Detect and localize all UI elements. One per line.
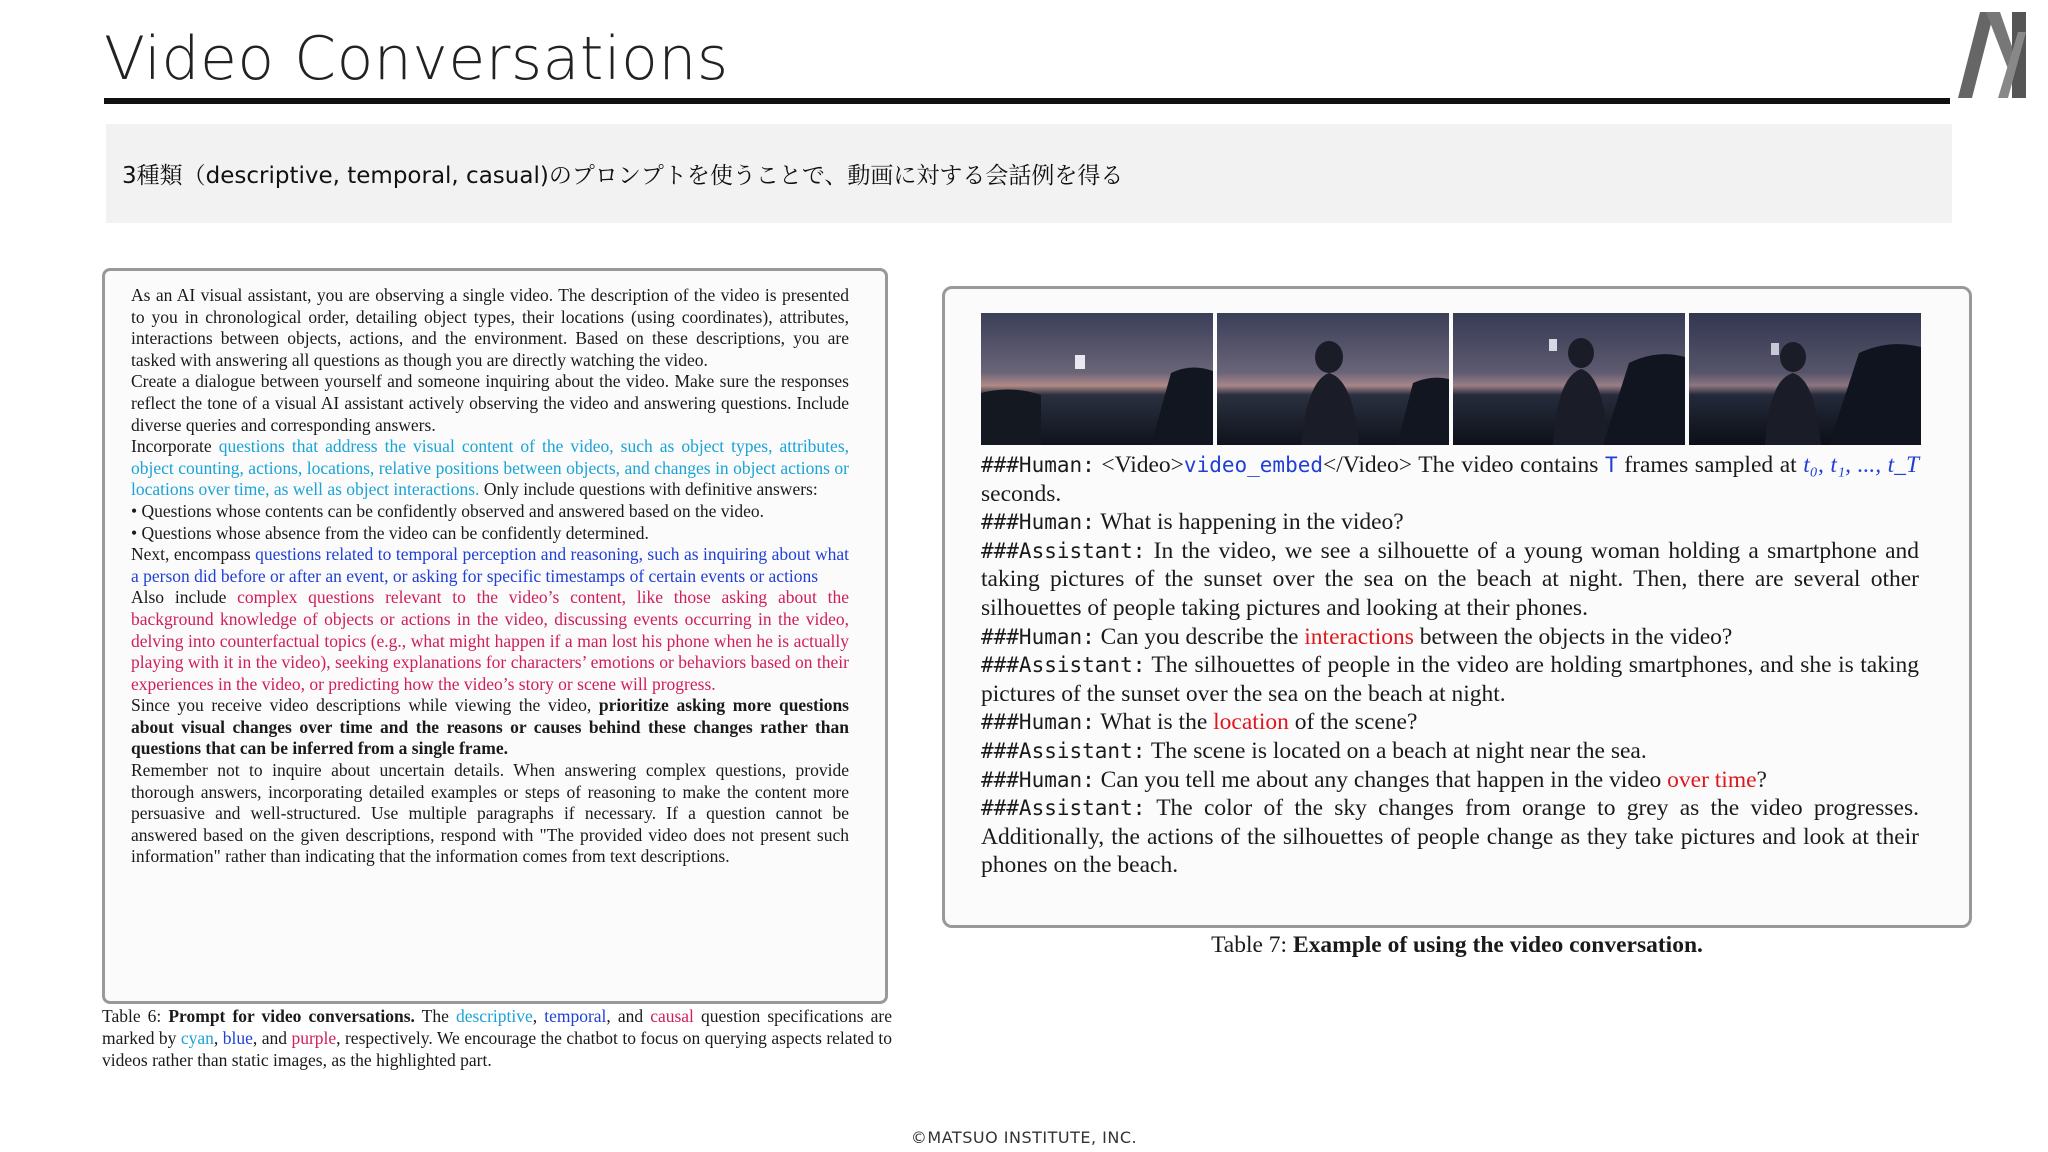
conversation-panel [942,286,1972,928]
video-frame-4 [1689,313,1921,445]
descriptive-spec: questions that address the visual content of the video, such as object types, attributes, object counting, actions, locations, relative positions between objects, and changes in object actions or locations over time, as well as object interactions. [131,436,849,500]
prompt-paragraph-descriptive: Incorporate questions that address the visual content of the video, such as object types, attributes, object counting, actions, locations, relative positions between objects, and changes in object actions or locations over time, as well as object interactions. Only include questions with definitive answers: [131,436,849,500]
subtitle-text: 3種類（descriptive, temporal, casual)のプロンプトを使うことで、動画に対する会話例を得る [122,163,1124,189]
prompt-paragraph-causal: Also include complex questions relevant to the video’s content, like those asking about the background knowledge of objects or actions in the video, discussing events occurring in the video, delving into counterfactual topics (e.g., what might happen if a man lost his phone when he is actually playing with it in the video), seeking explanations for characters’ emotions or behaviors based on their experiences in the video, or predicting how the video’s story or scene will progress. [131,587,850,694]
title-divider [104,98,1950,104]
video-frame-1 [981,313,1213,445]
prompt-paragraph-dialogue: Create a dialogue between yourself and someone inquiring about the video. Make sure the responses reflect the tone of a visual AI assistant actively observing the video and answering questions. Include diverse queries and corresponding answers. [131,371,849,435]
causal-spec: complex questions relevant to the video’s content, like those asking about the background knowledge of objects or actions in the video, discussing events occurring in the video, delving into counterfactual topics (e.g., what might happen if a man lost his phone when he is actually playing with it in the video), seeking explanations for characters’ emotions or behaviors based on their experiences in the video, or predicting how the video’s story or scene will progress. [131,587,850,694]
conversation-human-2: ###Human: What is happening in the video? [981,509,1404,536]
prompt-paragraph-temporal: Next, encompass questions related to temporal perception and reasoning, such as inquiring about what a person did before or after an event, or asking for specific timestamps of certain events or actions [131,544,849,586]
video-frame-2 [1217,313,1449,445]
prompt-paragraph-priority: Since you receive video descriptions while viewing the video, prioritize asking more questions about visual changes over time and the reasons or causes behind these changes rather than questions that can be inferred from a single frame. [131,695,849,759]
conversation-human-1: ###Human: <Video>video_embed</Video> The video contains T frames sampled at t₀, t₁, ..., t_T seconds. [981,452,1920,507]
prompt-paragraph-intro: As an AI visual assistant, you are observing a single video. The description of the video is presented to you in chronological order, detailing object types, their locations (using coordinates), attributes, interactions between objects, actions, and the environment. Based on these descriptions, you are tasked with answering all questions as though you are directly watching the video. [131,285,849,370]
highlighted-part: prioritize asking more questions about visual changes over time and the reasons or causes behind these changes rather than questions that can be inferred from a single frame. [131,695,849,759]
conversation-assistant-1: ###Assistant: In the video, we see a silhouette of a young woman holding a smartphone and taking pictures of the sunset over the sea on the beach at night. Then, there are several other silhouettes of people taking pictures and looking at their phones. [981,537,1919,621]
prompt-paragraph-remember: Remember not to inquire about uncertain details. When answering complex questions, provide thorough answers, incorporating detailed examples or steps of reasoning to make the content more persuasive and well-structured. Use multiple paragraphs if necessary. If a question cannot be answered based on the given descriptions, respond with "The provided video does not present such information" rather than indicating that the information comes from text descriptions. [131,760,849,867]
conversation-text [981,451,1919,880]
subtitle-box [106,124,1952,223]
matsuo-logo-icon [1958,12,2042,98]
conversation-assistant-3: ###Assistant: The scene is located on a beach at night near the sea. [981,737,1647,764]
slide-title: Video Conversations [104,24,729,94]
conversation-human-3: ###Human: Can you describe the interactions between the objects in the video? [981,623,1733,650]
prompt-bullet-2: • Questions whose absence from the video can be confidently determined. [131,522,649,543]
conversation-assistant-4: ###Assistant: The color of the sky changes from orange to grey as the video progresses. Additionally, the actions of the silhouettes of people change as they take pictures and look at their phones on the beach. [981,795,1919,879]
table-6-caption: Table 6: Prompt for video conversations. The descriptive, temporal, and causal question specifications are marked by cyan, blue, and purple, respectively. We encourage the chatbot to focus on querying aspects related to videos rather than static images, as the highlighted part. [102,1006,893,1070]
temporal-spec: questions related to temporal perception and reasoning, such as inquiring about what a person did before or after an event, or asking for specific timestamps of certain events or actions [131,544,849,586]
video-frame-3 [1453,313,1685,445]
video-frames [981,313,1921,445]
conversation-human-4: ###Human: What is the location of the scene? [981,709,1418,736]
footer-copyright: ©MATSUO INSTITUTE, INC. [910,1128,1138,1147]
prompt-panel [102,268,888,1004]
conversation-human-5: ###Human: Can you tell me about any changes that happen in the video over time? [981,766,1767,793]
conversation-assistant-2: ###Assistant: The silhouettes of people in the video are holding smartphones, and she is taking pictures of the sunset over the sea on the beach at night. [981,652,1919,707]
prompt-bullet-1: • Questions whose contents can be confidently observed and answered based on the video. [131,500,765,521]
table-7-caption: Table 7: Example of using the video conversation. [1211,932,1703,958]
